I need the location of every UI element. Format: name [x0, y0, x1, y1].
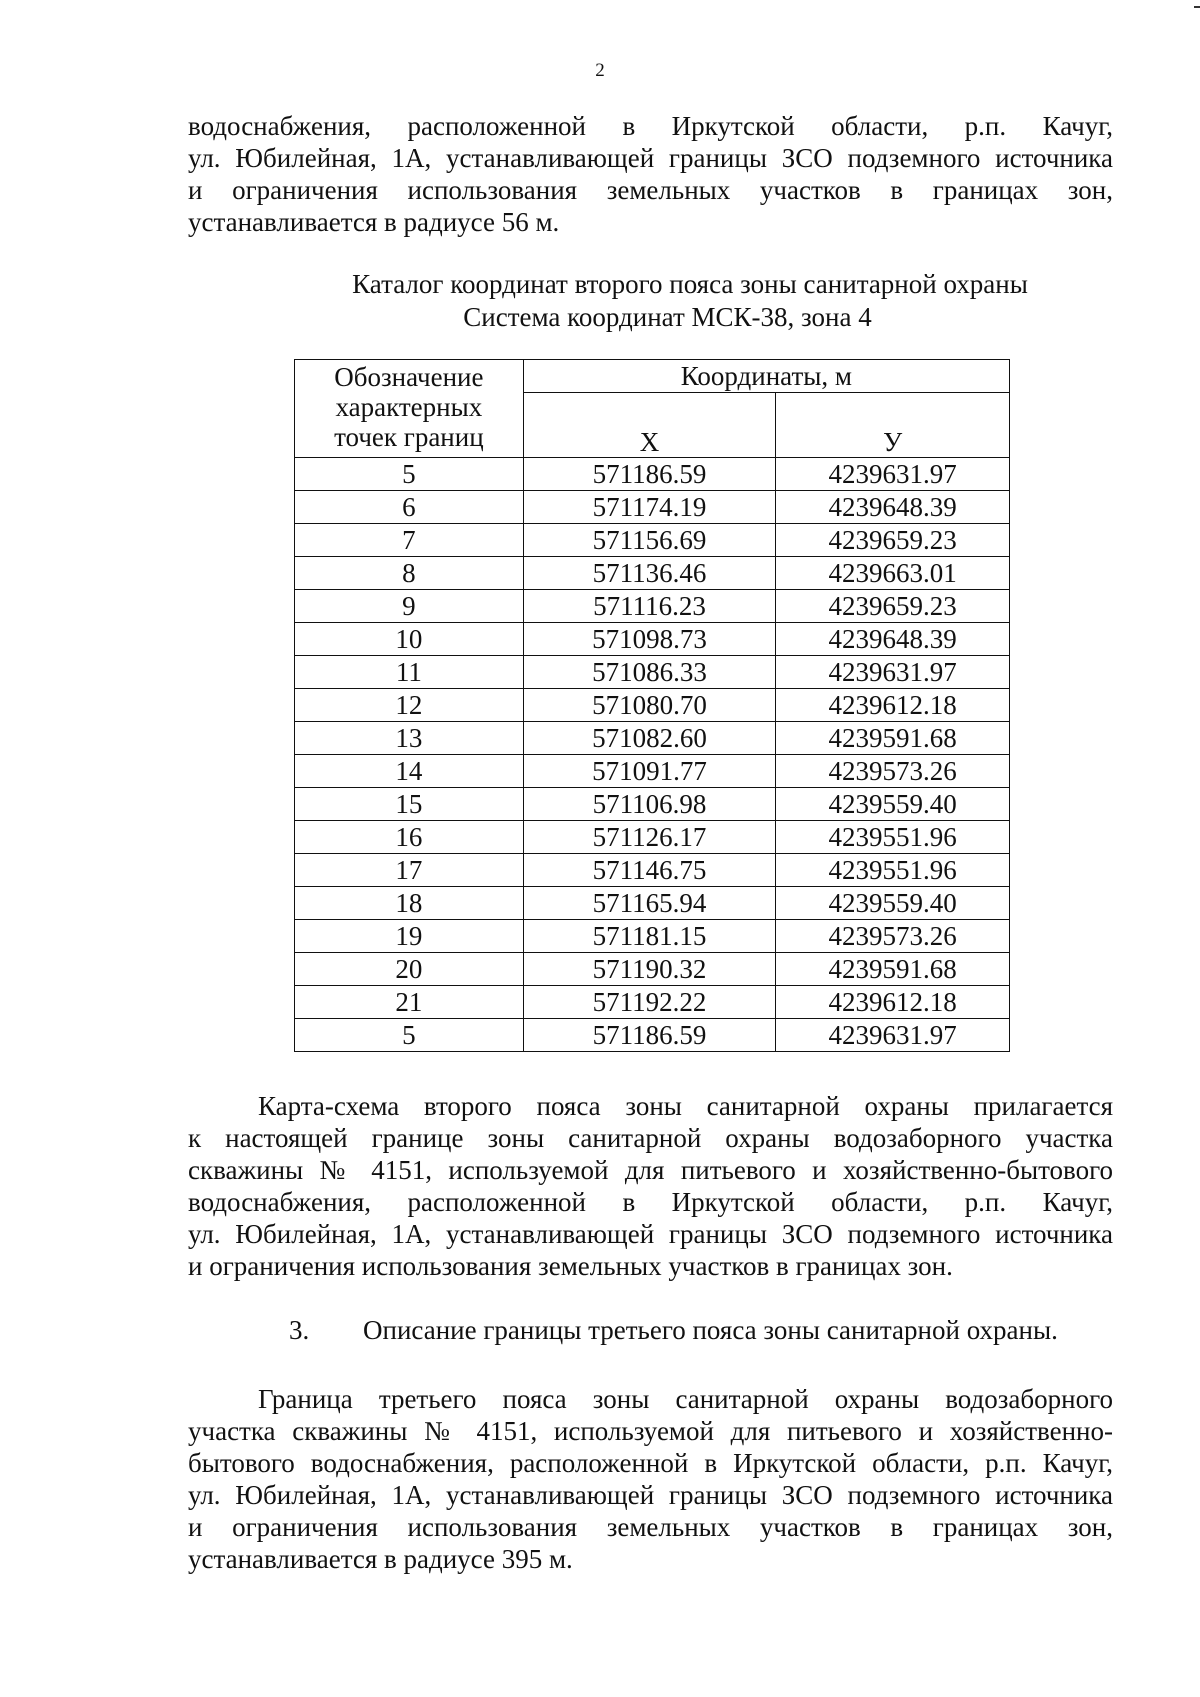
table-row — [295, 722, 1010, 755]
cell-point: 18 — [295, 887, 524, 920]
cell-point: 11 — [295, 656, 524, 689]
scan-edge-mark — [1194, 6, 1200, 8]
cell-y: 4239551.96 — [776, 854, 1010, 887]
table-caption — [0, 268, 1200, 334]
table-row — [295, 887, 1010, 920]
table-caption-crs: Система координат МСК-38, зона 4 — [463, 302, 872, 332]
table-body — [295, 458, 1010, 1052]
table-row — [295, 755, 1010, 788]
header-coordinates: Координаты, м — [523, 360, 1009, 393]
cell-x: 571086.33 — [523, 656, 776, 689]
cell-x: 571186.59 — [523, 1019, 776, 1052]
cell-y: 4239663.01 — [776, 557, 1010, 590]
section-title: Описание границы третьего пояса зоны санитарной охраны. — [363, 1315, 1058, 1345]
cell-x: 571146.75 — [523, 854, 776, 887]
cell-x: 571181.15 — [523, 920, 776, 953]
cell-x: 571126.17 — [523, 821, 776, 854]
cell-point: 19 — [295, 920, 524, 953]
text-line: участка скважины № 4151, используемой для питьевого и хозяйственно- — [188, 1416, 1113, 1446]
cell-x: 571174.19 — [523, 491, 776, 524]
text-line: ул. Юбилейная, 1А, устанавливающей границы ЗСО подземного источника — [188, 1480, 1113, 1510]
paragraph-map-scheme — [188, 1090, 1113, 1282]
cell-y: 4239612.18 — [776, 986, 1010, 1019]
header-x: X — [523, 393, 776, 458]
cell-x: 571165.94 — [523, 887, 776, 920]
cell-y: 4239559.40 — [776, 887, 1010, 920]
table-row — [295, 590, 1010, 623]
cell-y: 4239659.23 — [776, 590, 1010, 623]
cell-x: 571106.98 — [523, 788, 776, 821]
table-row — [295, 491, 1010, 524]
table-row — [295, 854, 1010, 887]
cell-y: 4239659.23 — [776, 524, 1010, 557]
table-row — [295, 458, 1010, 491]
text-line: водоснабжения, расположенной в Иркутской области, р.п. Качуг, — [188, 1187, 1113, 1217]
text-line: Карта-схема второго пояса зоны санитарной охраны прилагается — [258, 1091, 1113, 1121]
paragraph-second-belt-radius — [188, 110, 1113, 238]
cell-x: 571186.59 — [523, 458, 776, 491]
section-heading-3 — [289, 1314, 1058, 1346]
header-point-designation — [295, 360, 524, 458]
cell-point: 20 — [295, 953, 524, 986]
text-line: и ограничения использования земельных участков в границах зон, — [188, 1512, 1113, 1542]
text-line: и ограничения использования земельных участков в границах зон. — [188, 1251, 953, 1281]
table-row — [295, 953, 1010, 986]
table-caption-title: Каталог координат второго пояса зоны санитарной охраны — [352, 269, 1028, 299]
cell-point: 6 — [295, 491, 524, 524]
cell-y: 4239551.96 — [776, 821, 1010, 854]
cell-point: 8 — [295, 557, 524, 590]
cell-y: 4239573.26 — [776, 755, 1010, 788]
table-row — [295, 524, 1010, 557]
table-row — [295, 623, 1010, 656]
text-line: водоснабжения, расположенной в Иркутской области, р.п. Качуг, — [188, 111, 1113, 141]
table-row — [295, 1019, 1010, 1052]
text-line: и ограничения использования земельных участков в границах зон, — [188, 175, 1113, 205]
cell-point: 5 — [295, 1019, 524, 1052]
text-line: ул. Юбилейная, 1А, устанавливающей границы ЗСО подземного источника — [188, 143, 1113, 173]
cell-point: 12 — [295, 689, 524, 722]
table-row — [295, 821, 1010, 854]
cell-y: 4239648.39 — [776, 623, 1010, 656]
paragraph-third-belt-radius — [188, 1383, 1113, 1575]
table-row — [295, 689, 1010, 722]
cell-y: 4239591.68 — [776, 953, 1010, 986]
text-line: устанавливается в радиусе 395 м. — [188, 1544, 573, 1574]
section-number: 3. — [289, 1315, 310, 1345]
cell-x: 571091.77 — [523, 755, 776, 788]
cell-y: 4239612.18 — [776, 689, 1010, 722]
cell-x: 571190.32 — [523, 953, 776, 986]
page-number: 2 — [595, 60, 605, 81]
table-row — [295, 557, 1010, 590]
cell-y: 4239631.97 — [776, 656, 1010, 689]
header-point-line: точек границ — [334, 422, 484, 452]
text-line: устанавливается в радиусе 56 м. — [188, 207, 560, 237]
table-row — [295, 788, 1010, 821]
header-y: У — [776, 393, 1010, 458]
table-header-row — [295, 360, 1010, 393]
table-row — [295, 920, 1010, 953]
cell-point: 16 — [295, 821, 524, 854]
table-row — [295, 656, 1010, 689]
cell-x: 571098.73 — [523, 623, 776, 656]
cell-point: 21 — [295, 986, 524, 1019]
cell-y: 4239631.97 — [776, 1019, 1010, 1052]
text-line: бытового водоснабжения, расположенной в Иркутской области, р.п. Качуг, — [188, 1448, 1113, 1478]
cell-y: 4239631.97 — [776, 458, 1010, 491]
cell-point: 15 — [295, 788, 524, 821]
table-row — [295, 986, 1010, 1019]
cell-y: 4239648.39 — [776, 491, 1010, 524]
cell-x: 571082.60 — [523, 722, 776, 755]
cell-point: 13 — [295, 722, 524, 755]
cell-x: 571136.46 — [523, 557, 776, 590]
header-point-line: Обозначение — [334, 362, 484, 392]
cell-y: 4239591.68 — [776, 722, 1010, 755]
cell-point: 14 — [295, 755, 524, 788]
cell-x: 571080.70 — [523, 689, 776, 722]
text-line: скважины № 4151, используемой для питьевого и хозяйственно-бытового — [188, 1155, 1113, 1185]
header-point-line: характерных — [335, 392, 483, 422]
coordinates-table — [294, 359, 1010, 1052]
cell-point: 9 — [295, 590, 524, 623]
cell-x: 571156.69 — [523, 524, 776, 557]
text-line: к настоящей границе зоны санитарной охраны водозаборного участка — [188, 1123, 1113, 1153]
cell-point: 7 — [295, 524, 524, 557]
cell-point: 5 — [295, 458, 524, 491]
cell-x: 571116.23 — [523, 590, 776, 623]
text-line: ул. Юбилейная, 1А, устанавливающей границы ЗСО подземного источника — [188, 1219, 1113, 1249]
cell-point: 17 — [295, 854, 524, 887]
cell-x: 571192.22 — [523, 986, 776, 1019]
cell-y: 4239559.40 — [776, 788, 1010, 821]
cell-point: 10 — [295, 623, 524, 656]
text-line: Граница третьего пояса зоны санитарной охраны водозаборного — [258, 1384, 1113, 1414]
cell-y: 4239573.26 — [776, 920, 1010, 953]
